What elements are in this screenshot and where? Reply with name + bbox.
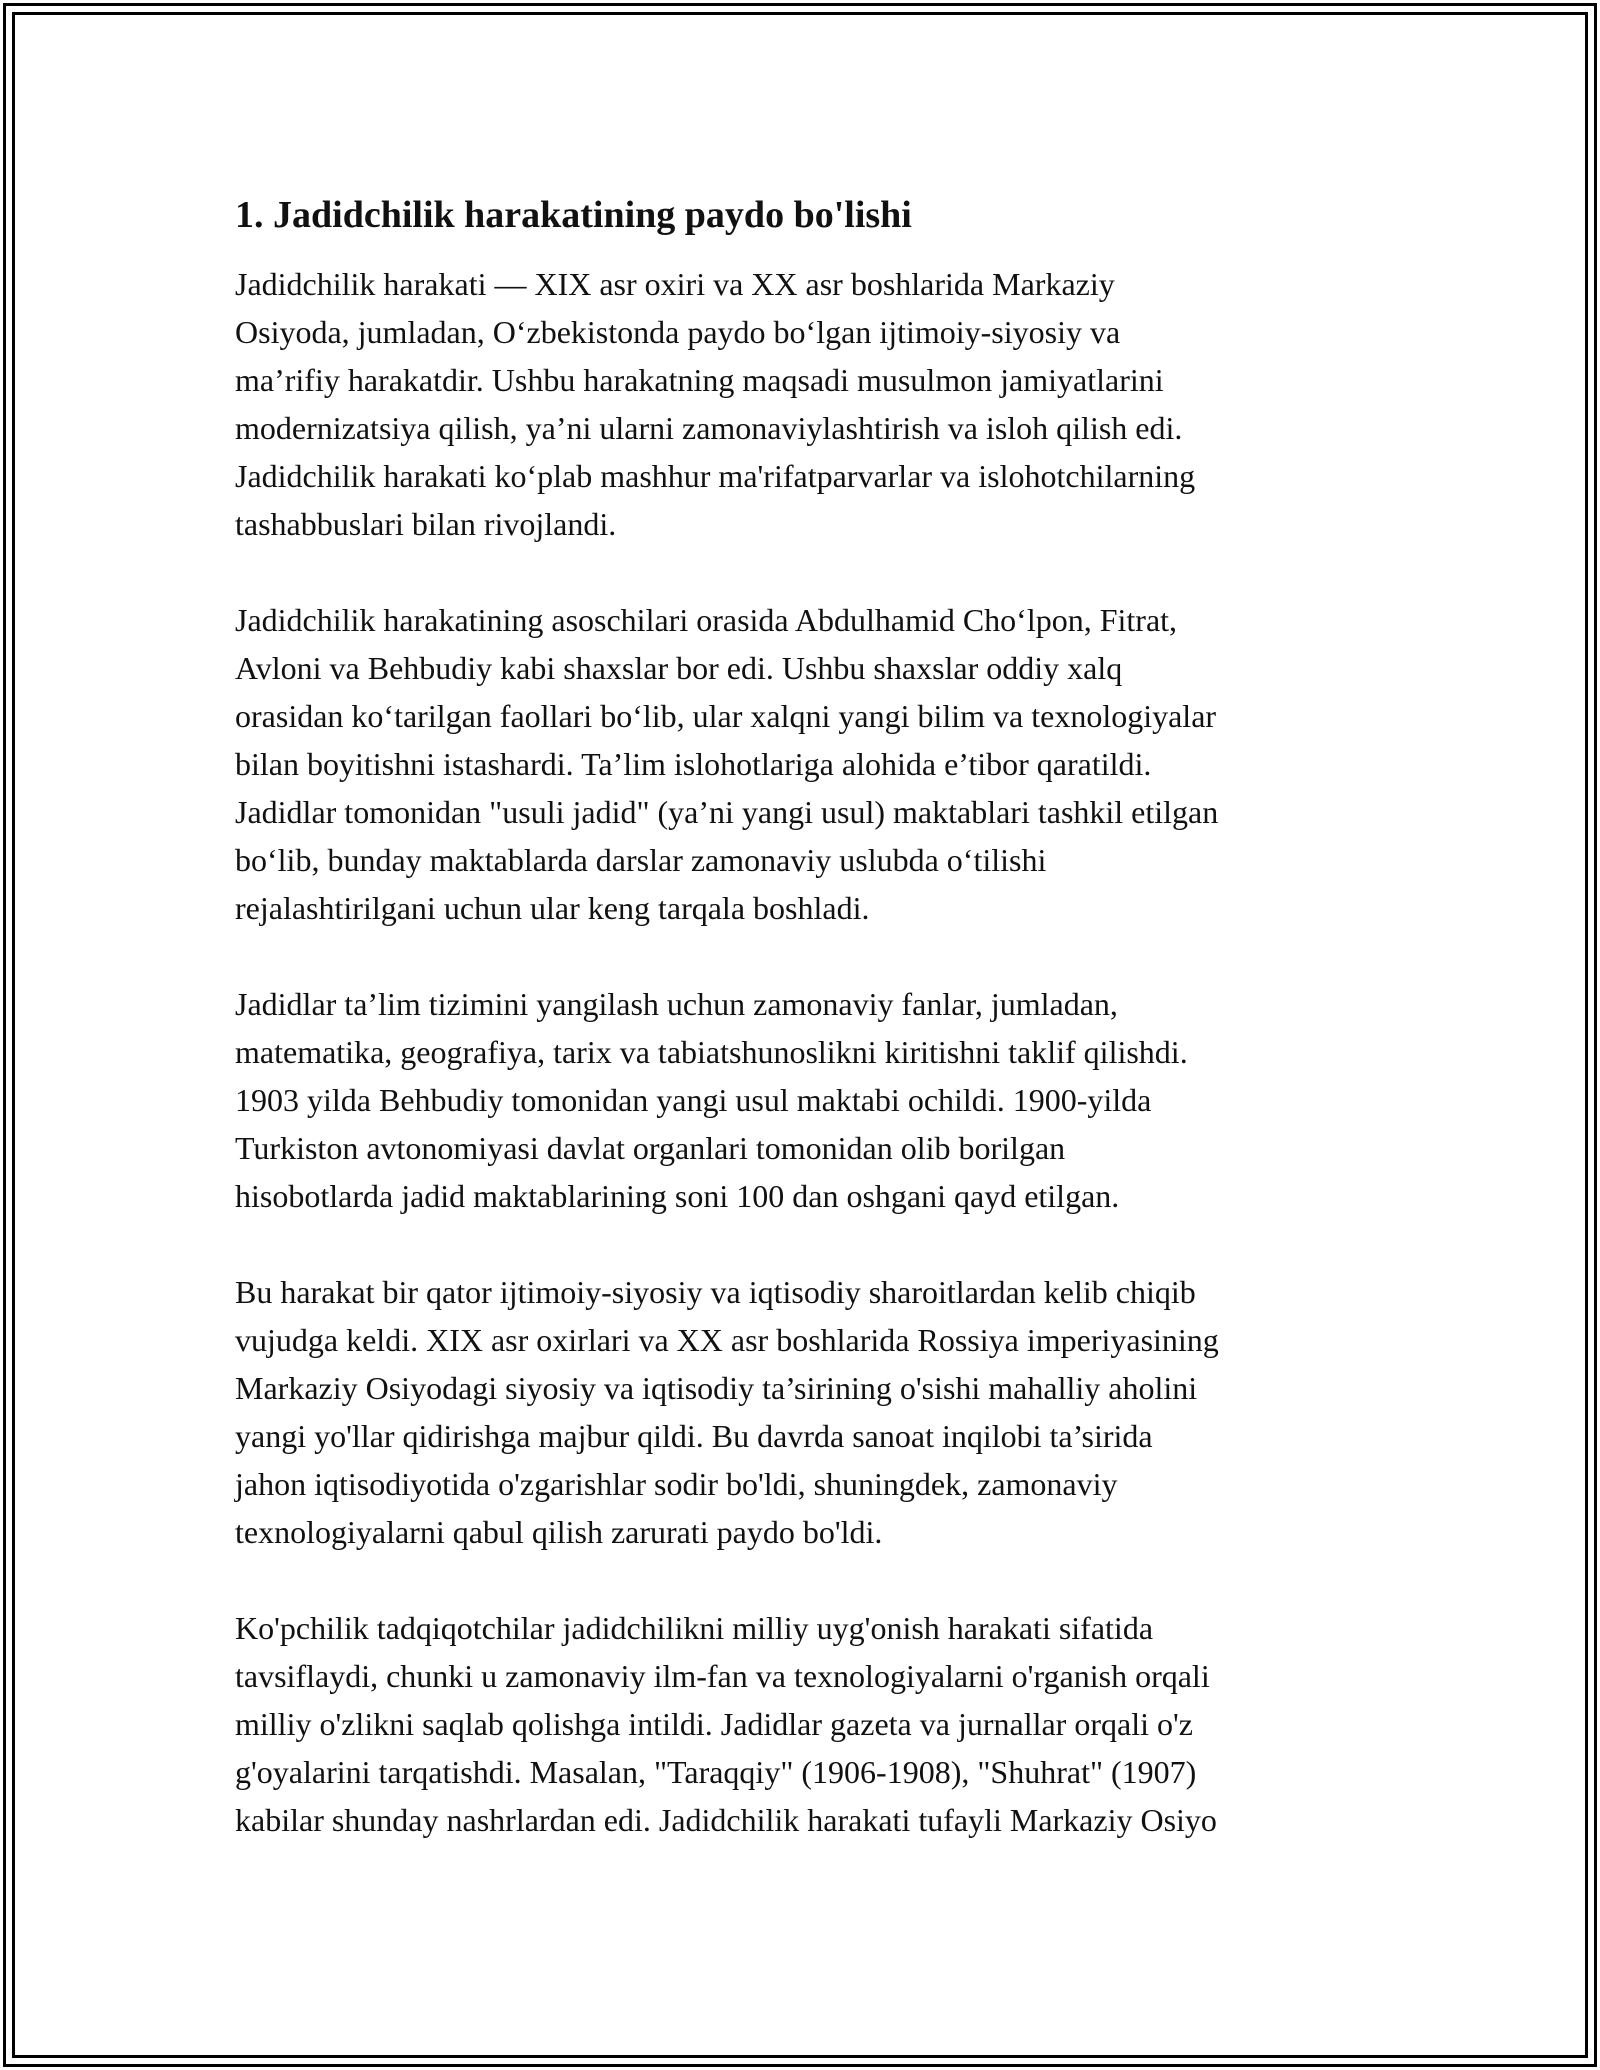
text-line: Ko'pchilik tadqiqotchilar jadidchilikni milliy uyg'onish harakati sifatida [235,1610,1154,1646]
text-line: Jadidchilik harakatining asoschilari orasida Abdulhamid Cho‘lpon, Fitrat, [235,602,1178,638]
text-line: kabilar shunday nashrlardan edi. Jadidchilik harakati tufayli Markaziy Osiyo [235,1802,1217,1838]
paragraph-5 [235,1604,1365,1844]
text-line: Jadidchilik harakati — XIX asr oxiri va XX asr boshlarida Markaziy [235,266,1115,302]
text-line: matematika, geografiya, tarix va tabiatshunoslikni kiritishni taklif qilishdi. [235,1034,1188,1070]
text-line: rejalashtirilgani uchun ular keng tarqala boshladi. [235,890,870,926]
text-line: hisobotlarda jadid maktablarining soni 100 dan oshgani qayd etilgan. [235,1178,1120,1214]
text-line: vujudga keldi. XIX asr oxirlari va XX asr boshlarida Rossiya imperiyasining [235,1322,1219,1358]
text-line: Avloni va Behbudiy kabi shaxslar bor edi. Ushbu shaxslar oddiy xalq [235,650,1123,686]
text-line: bilan boyitishni istashardi. Ta’lim islohotlariga alohida e’tibor qaratildi. [235,746,1152,782]
text-line: ma’rifiy harakatdir. Ushbu harakatning maqsadi musulmon jamiyatlarini [235,362,1164,398]
section-heading: 1. Jadidchilik harakatining paydo bo'lishi [235,194,912,236]
text-line: jahon iqtisodiyotida o'zgarishlar sodir bo'ldi, shuningdek, zamonaviy [235,1466,1118,1502]
document-body [235,190,1365,1892]
text-line: yangi yo'llar qidirishga majbur qildi. Bu davrda sanoat inqilobi ta’sirida [235,1418,1153,1454]
text-line: Bu harakat bir qator ijtimoiy-siyosiy va iqtisodiy sharoitlardan kelib chiqib [235,1274,1196,1310]
paragraph-4 [235,1268,1365,1556]
text-line: modernizatsiya qilish, ya’ni ularni zamonaviylashtirish va isloh qilish edi. [235,410,1183,446]
paragraph-2 [235,596,1365,932]
text-line: Jadidchilik harakati ko‘plab mashhur ma'rifatparvarlar va islohotchilarning [235,458,1196,494]
text-line: 1903 yilda Behbudiy tomonidan yangi usul maktabi ochildi. 1900-yilda [235,1082,1152,1118]
text-line: tashabbuslari bilan rivojlandi. [235,506,617,542]
text-line: Jadidlar ta’lim tizimini yangilash uchun zamonaviy fanlar, jumladan, [235,986,1118,1022]
text-line: milliy o'zlikni saqlab qolishga intildi. Jadidlar gazeta va jurnallar orqali o'z [235,1706,1193,1742]
paragraph-1 [235,260,1365,548]
text-line: g'oyalarini tarqatishdi. Masalan, "Taraqqiy" (1906-1908), "Shuhrat" (1907) [235,1754,1197,1790]
text-line: texnologiyalarni qabul qilish zarurati paydo bo'ldi. [235,1514,883,1550]
text-line: tavsiflaydi, chunki u zamonaviy ilm-fan va texnologiyalarni o'rganish orqali [235,1658,1210,1694]
text-line: bo‘lib, bunday maktablarda darslar zamonaviy uslubda o‘tilishi [235,842,1047,878]
text-line: Jadidlar tomonidan "usuli jadid" (ya’ni yangi usul) maktablari tashkil etilgan [235,794,1219,830]
text-line: Markaziy Osiyodagi siyosiy va iqtisodiy ta’sirining o'sishi mahalliy aholini [235,1370,1198,1406]
paragraph-3 [235,980,1365,1220]
text-line: Osiyoda, jumladan, O‘zbekistonda paydo bo‘lgan ijtimoiy-siyosiy va [235,314,1121,350]
text-line: Turkiston avtonomiyasi davlat organlari tomonidan olib borilgan [235,1130,1066,1166]
text-line: orasidan ko‘tarilgan faollari bo‘lib, ular xalqni yangi bilim va texnologiyalar [235,698,1217,734]
